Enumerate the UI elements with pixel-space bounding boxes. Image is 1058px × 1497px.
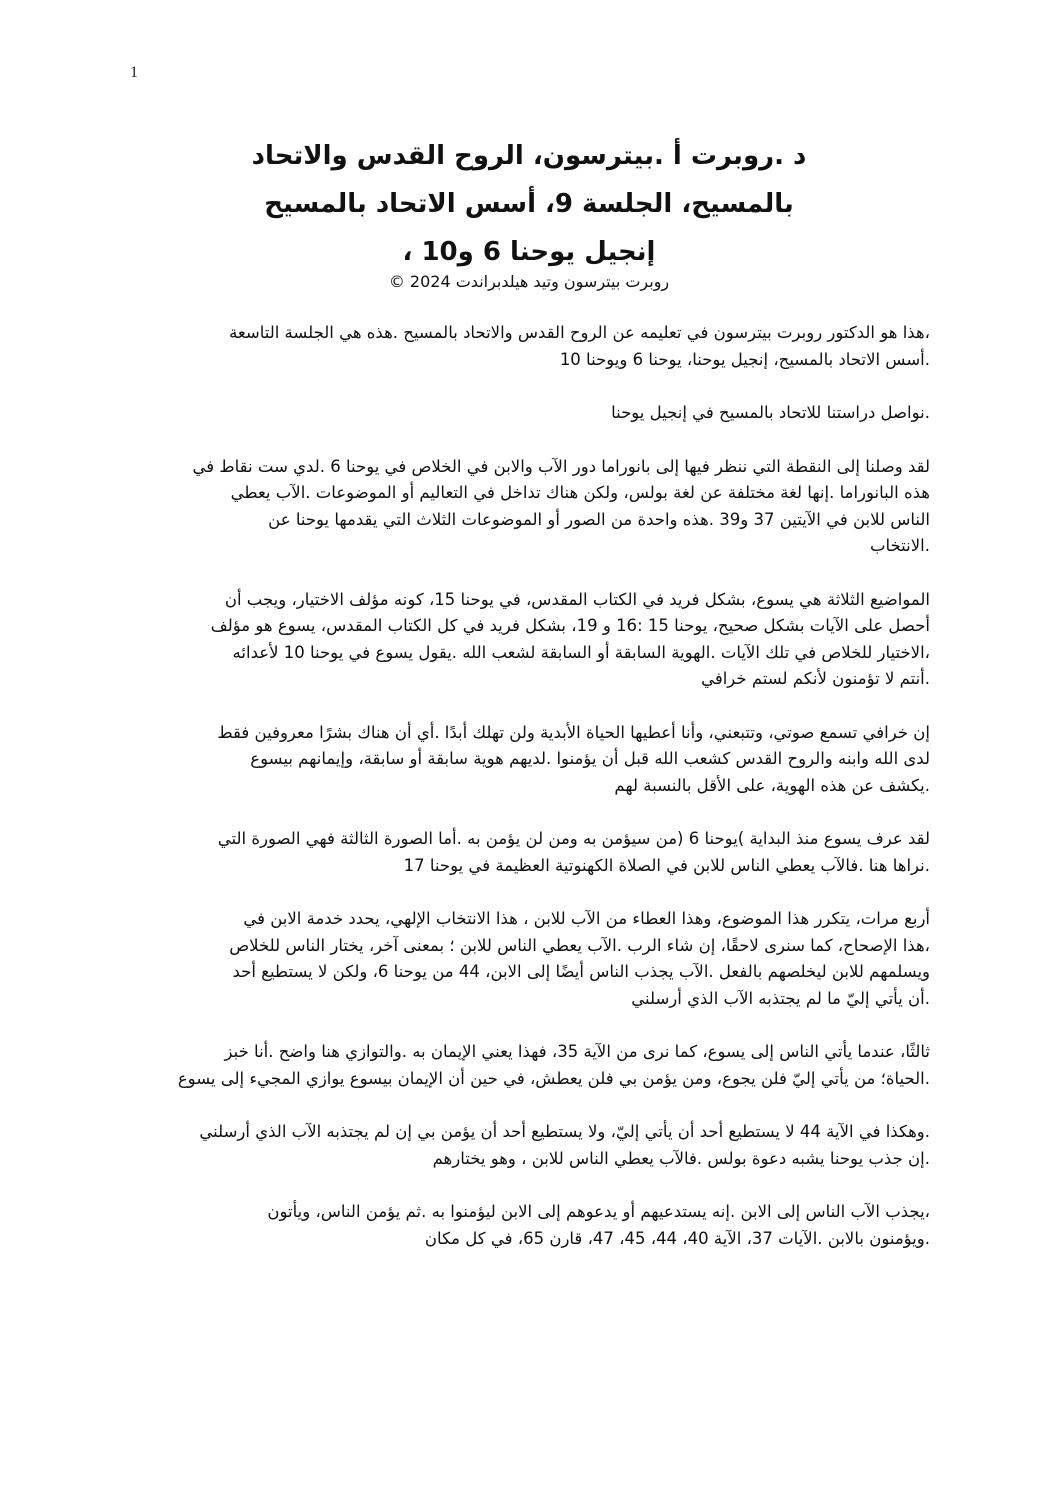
text-line: .أن يأتي إليّ ما لم يجتذبه الآب الذي أرسلني	[631, 988, 930, 1008]
text-line: .نراها هنا .فالآب يعطي الناس للابن في الصلاة الكهنوتية العظيمة في يوحنا 17	[403, 855, 930, 875]
text-line: الناس للابن في الآيتين 37 و39 .هذه واحدة من الصور أو الموضوعات الثلاث التي يقدمها يوحنا عن	[268, 509, 930, 529]
text-line: ،يجذب الآب الناس إلى الابن .إنه يستدعيهم أو يدعوهم إلى الابن ليؤمنوا به .ثم يؤمن الناس، ويأتون	[267, 1202, 930, 1221]
document-title	[150, 132, 908, 276]
text-line: ،الاختيار للخلاص في تلك الآيات .الهوية السابقة أو السابقة لشعب الله .يقول يسوع في يوحنا 10 لأعدائه	[232, 642, 930, 662]
paragraph	[130, 587, 930, 693]
title-line: بالمسيح، الجلسة 9، أسس الاتحاد بالمسيح	[264, 189, 794, 219]
text-line: لقد وصلنا إلى النقطة التي ننظر فيها إلى بانوراما دور الآب والابن في الخلاص في يوحنا 6 .لدي ست نقاط في	[192, 456, 930, 476]
text-line: ،هذا الإصحاح، كما سنرى لاحقًا، إن شاء الرب .الآب يعطي الناس للابن ؛ بمعنى آخر، يختار الناس للخلاص	[229, 935, 930, 955]
paragraph	[130, 720, 930, 800]
text-line: .يكشف عن هذه الهوية، على الأقل بالنسبة لهم	[614, 775, 930, 795]
paragraph	[130, 1039, 930, 1092]
paragraph	[130, 454, 930, 560]
document-body	[130, 320, 930, 1279]
title-line: د .روبرت أ .بيترسون، الروح القدس والاتحاد	[251, 141, 807, 171]
page-number: 1	[130, 64, 138, 81]
text-line: لقد عرف يسوع منذ البداية )يوحنا 6 (من سيؤمن به ومن لن يؤمن به .أما الصورة الثالثة فهي الصورة التي	[217, 829, 930, 848]
text-line: .الانتخاب	[869, 536, 930, 555]
text-line: .أنتم لا تؤمنون لأنكم لستم خرافي	[701, 669, 930, 688]
paragraph	[130, 400, 930, 427]
text-line: .نواصل دراستنا للاتحاد بالمسيح في إنجيل يوحنا	[611, 403, 930, 422]
paragraph	[130, 320, 930, 373]
text-line: .ويؤمنون بالابن .الآيات 37، الآية 40، 44، 45، 47، قارن 65، في كل مكان	[424, 1228, 930, 1248]
text-line: .أسس الاتحاد بالمسيح، إنجيل يوحنا، يوحنا 6 ويوحنا 10	[559, 349, 930, 369]
paragraph	[130, 1119, 930, 1172]
paragraph	[130, 826, 930, 879]
title-line: إنجيل يوحنا 6 و10 ،	[402, 237, 656, 267]
text-line: .الحياة؛ من يأتي إليّ فلن يجوع، ومن يؤمن بي فلن يعطش، في حين أن الإيمان بيسوع يوازي المجيء إلى يسوع	[177, 1068, 930, 1088]
text-line: إن خرافي تسمع صوتي، وتتبعني، وأنا أعطيها الحياة الأبدية ولن تهلك أبدًا .أي أن هناك بشرًا معروفين فقط	[217, 722, 930, 742]
paragraph	[130, 906, 930, 1012]
text-line: ويسلمهم للابن ليخلصهم بالفعل .الآب يجذب الناس أيضًا إلى الابن، 44 من يوحنا 6، ولكن لا يستطيع أحد	[232, 962, 930, 981]
text-line: ،هذا هو الدكتور روبرت بيترسون في تعليمه عن الروح القدس والاتحاد بالمسيح .هذه هي الجلسة التاسعة	[229, 323, 930, 342]
text-line: .إن جذب يوحنا يشبه دعوة بولس .فالآب يعطي الناس للابن ، وهو يختارهم	[432, 1148, 930, 1168]
text-line: أربع مرات، يتكرر هذا الموضوع، وهذا العطاء من الآب للابن ، هذا الانتخاب الإلهي، يحدد خدمة الابن في	[243, 909, 930, 928]
text-line: هذه البانوراما .إنها لغة مختلفة عن لغة بولس، ولكن هناك تداخل في التعاليم أو الموضوعات .الآب يعطي	[230, 483, 930, 502]
copyright-notice: روبرت بيترسون وتيد هيلدبراندت 2024 ©	[388, 272, 670, 291]
text-line: .وهكذا في الآية 44 لا يستطيع أحد أن يأتي إليّ، ولا يستطيع أحد أن يؤمن بي إن لم يجتذبه الآب الذي أرسلني	[199, 1122, 930, 1141]
paragraph	[130, 1199, 930, 1252]
text-line: أحصل على الآيات بشكل صحيح، يوحنا 15 :16 و 19، بشكل فريد في كل الكتاب المقدس، يسوع هو مؤلف	[210, 616, 930, 635]
text-line: ثالثًا، عندما يأتي الناس إلى يسوع، كما نرى من الآية 35، فهذا يعني الإيمان به .والتوازي هنا واضح .أنا خبز	[224, 1042, 930, 1061]
text-line: لدى الله وابنه والروح القدس كشعب الله قبل أن يؤمنوا .لديهم هوية سابقة أو سابقة، وإيمانهم بيسوع	[250, 749, 930, 768]
text-line: المواضيع الثلاثة هي يسوع، بشكل فريد في الكتاب المقدس، في يوحنا 15، كونه مؤلف الاختيار، ويجب أن	[224, 589, 930, 609]
